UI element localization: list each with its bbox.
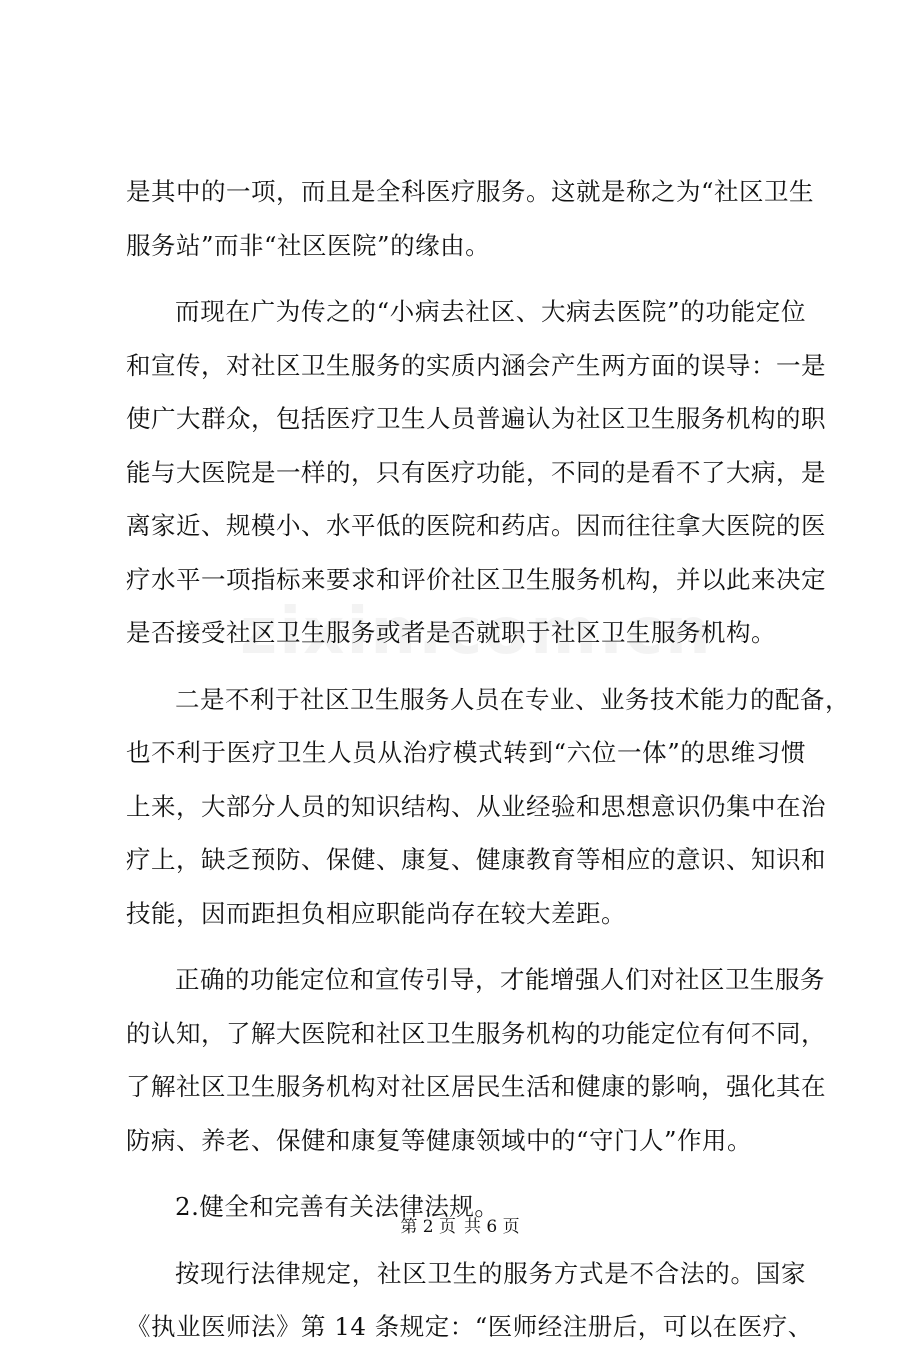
text-line: 疗水平一项指标来要求和评价社区卫生服务机构，并以此来决定: [126, 564, 826, 594]
paragraph-gap: [126, 1167, 806, 1180]
paragraph-p4: [126, 953, 826, 1167]
text-line: 服务站”而非“社区医院”的缘由。: [126, 230, 491, 260]
text-line: 《执业医师法》第 14 条规定：“医师经注册后，可以在医疗、: [126, 1312, 813, 1341]
page-number: 第 2 页: [400, 1217, 456, 1237]
text-line: 按现行法律规定，社区卫生的服务方式是不合法的。国家: [175, 1258, 806, 1288]
page-footer: [0, 1212, 920, 1237]
text-line: 使广大群众，包括医疗卫生人员普遍认为社区卫生服务机构的职: [126, 404, 826, 433]
paragraph-p6: [126, 1247, 813, 1354]
text-line: 离家近、规模小、水平低的医院和药店。因而往往拿大医院的医: [126, 511, 826, 540]
total-pages: 共 6 页: [464, 1217, 520, 1237]
text-line: 是否接受社区卫生服务或者是否就职于社区卫生服务机构。: [126, 618, 776, 647]
paragraph-p1: [126, 165, 815, 272]
paragraph-gap: [126, 660, 806, 673]
text-line: 二是不利于社区卫生服务人员在专业、业务技术能力的配备，: [175, 684, 850, 714]
text-line: 疗上，缺乏预防、保健、康复、健康教育等相应的意识、知识和: [126, 845, 826, 874]
body-text: [126, 165, 850, 1354]
paragraph-gap: [126, 940, 806, 953]
text-line: 也不利于医疗卫生人员从治疗模式转到“六位一体”的思维习惯: [126, 738, 806, 767]
text-line: 了解社区卫生服务机构对社区居民生活和健康的影响，强化其在: [126, 1072, 826, 1101]
text-line: 是其中的一项，而且是全科医疗服务。这就是称之为“社区卫生: [126, 177, 815, 206]
text-line: 上来，大部分人员的知识结构、从业经验和思想意识仍集中在治: [126, 791, 826, 821]
paragraph-p2: [126, 285, 826, 660]
text-line: 而现在广为传之的“小病去社区、大病去医院”的功能定位: [175, 297, 806, 326]
text-line: 2.健全和完善有关法律法规。: [175, 1192, 500, 1221]
paragraph-p3: [126, 673, 850, 941]
text-line: 和宣传，对社区卫生服务的实质内涵会产生两方面的误导：一是: [126, 350, 826, 380]
paragraph-gap: [126, 272, 806, 285]
text-line: 的认知，了解大医院和社区卫生服务机构的功能定位有何不同，: [126, 1018, 826, 1048]
text-line: 能与大医院是一样的，只有医疗功能，不同的是看不了大病，是: [126, 457, 826, 487]
text-line: 技能，因而距担负相应职能尚存在较大差距。: [126, 898, 626, 928]
text-line: 正确的功能定位和宣传引导，才能增强人们对社区卫生服务: [175, 965, 825, 994]
text-line: 防病、养老、保健和康复等健康领域中的“守门人”作用。: [126, 1125, 753, 1155]
